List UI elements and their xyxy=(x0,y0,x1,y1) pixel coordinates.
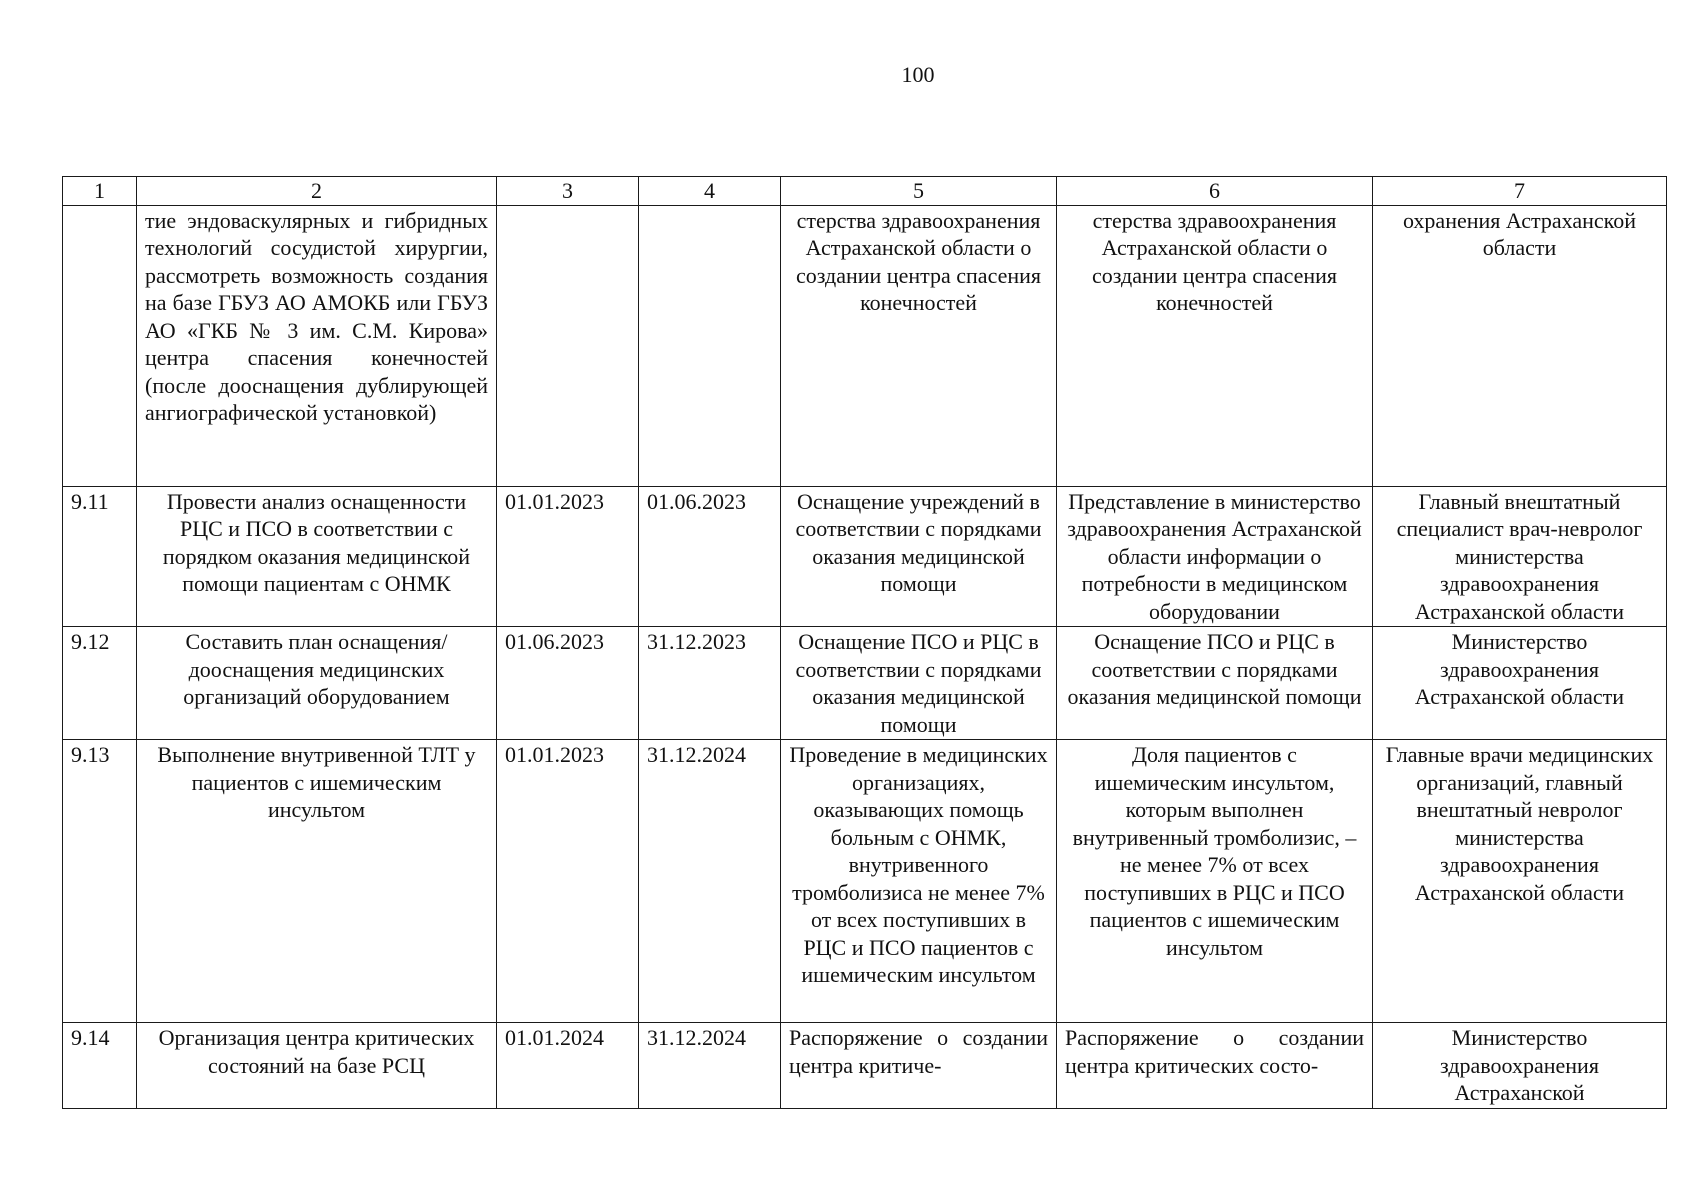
table-row xyxy=(63,740,1667,1023)
end-date: 01.06.2023 xyxy=(639,486,781,627)
start-date: 01.01.2023 xyxy=(497,740,639,1023)
indicator-cell: Представление в министерство здравоохранения Астраханской области информации о потребности в медицинском оборудовании xyxy=(1057,486,1373,627)
end-date xyxy=(639,205,781,486)
action-cell: Составить план оснащения/дооснащения медицинских организаций оборудованием xyxy=(137,627,497,740)
indicator-cell: стерства здравоохранения Астраханской области о создании центра спасения конечностей xyxy=(1057,205,1373,486)
action-cell: Организация центра критических состояний на базе РСЦ xyxy=(137,1023,497,1109)
column-header: 3 xyxy=(497,177,639,206)
action-cell: Выполнение внутривенной ТЛТ у пациентов с ишемическим инсультом xyxy=(137,740,497,1023)
column-header: 1 xyxy=(63,177,137,206)
end-date: 31.12.2023 xyxy=(639,627,781,740)
table-row xyxy=(63,627,1667,740)
end-date: 31.12.2024 xyxy=(639,1023,781,1109)
result-cell: Проведение в медицинских организациях, оказывающих помощь больным с ОНМК, внутривенного тромболизиса не менее 7% от всех поступивших в РЦС и ПСО пациентов с ишемическим инсультом xyxy=(781,740,1057,1023)
action-cell: Провести анализ оснащенности РЦС и ПСО в соответствии с порядком оказания медицинской помощи пациентам с ОНМК xyxy=(137,486,497,627)
column-number-row xyxy=(63,177,1667,206)
start-date xyxy=(497,205,639,486)
item-number: 9.13 xyxy=(63,740,137,1023)
start-date: 01.01.2023 xyxy=(497,486,639,627)
indicator-cell: Распоряжение о создании центра критических состо- xyxy=(1057,1023,1373,1109)
responsible-cell: Главные врачи медицинских организаций, главный внештатный невролог министерства здравоохранения Астраханской области xyxy=(1373,740,1667,1023)
table-row xyxy=(63,486,1667,627)
result-cell: Оснащение учреждений в соответствии с порядками оказания медицинской помощи xyxy=(781,486,1057,627)
item-number xyxy=(63,205,137,486)
end-date: 31.12.2024 xyxy=(639,740,781,1023)
column-header: 5 xyxy=(781,177,1057,206)
column-header: 6 xyxy=(1057,177,1373,206)
column-header: 4 xyxy=(639,177,781,206)
indicator-cell: Доля пациентов с ишемическим инсультом, которым выполнен внутривенный тромболизис, – не менее 7% от всех поступивших в РЦС и ПСО пациентов с ишемическим инсультом xyxy=(1057,740,1373,1023)
responsible-cell: охранения Астраханской области xyxy=(1373,205,1667,486)
result-cell: Распоряжение о создании центра критиче- xyxy=(781,1023,1057,1109)
start-date: 01.01.2024 xyxy=(497,1023,639,1109)
indicator-cell: Оснащение ПСО и РЦС в соответствии с порядками оказания медицинской помощи xyxy=(1057,627,1373,740)
result-cell: Оснащение ПСО и РЦС в соответствии с порядками оказания медицинской помощи xyxy=(781,627,1057,740)
action-plan-table xyxy=(62,176,1667,1109)
page-number: 100 xyxy=(901,62,935,87)
item-number: 9.14 xyxy=(63,1023,137,1109)
table-row xyxy=(63,205,1667,486)
item-number: 9.12 xyxy=(63,627,137,740)
start-date: 01.06.2023 xyxy=(497,627,639,740)
result-cell: стерства здравоохранения Астраханской области о создании центра спасения конечностей xyxy=(781,205,1057,486)
column-header: 7 xyxy=(1373,177,1667,206)
responsible-cell: Главный внештатный специалист врач-невролог министерства здравоохранения Астраханской области xyxy=(1373,486,1667,627)
responsible-cell: Министерство здравоохранения Астраханской области xyxy=(1373,627,1667,740)
action-cell: тие эндоваскулярных и гибридных технологий сосудистой хирургии, рассмотреть возможность создания на базе ГБУЗ АО АМОКБ или ГБУЗ АО «ГКБ № 3 им. С.М. Кирова» центра спасения конечностей (после дооснащения дублирующей ангиографической установкой) xyxy=(137,205,497,486)
responsible-cell: Министерство здравоохранения Астраханской xyxy=(1373,1023,1667,1109)
column-header: 2 xyxy=(137,177,497,206)
item-number: 9.11 xyxy=(63,486,137,627)
table-row xyxy=(63,1023,1667,1109)
